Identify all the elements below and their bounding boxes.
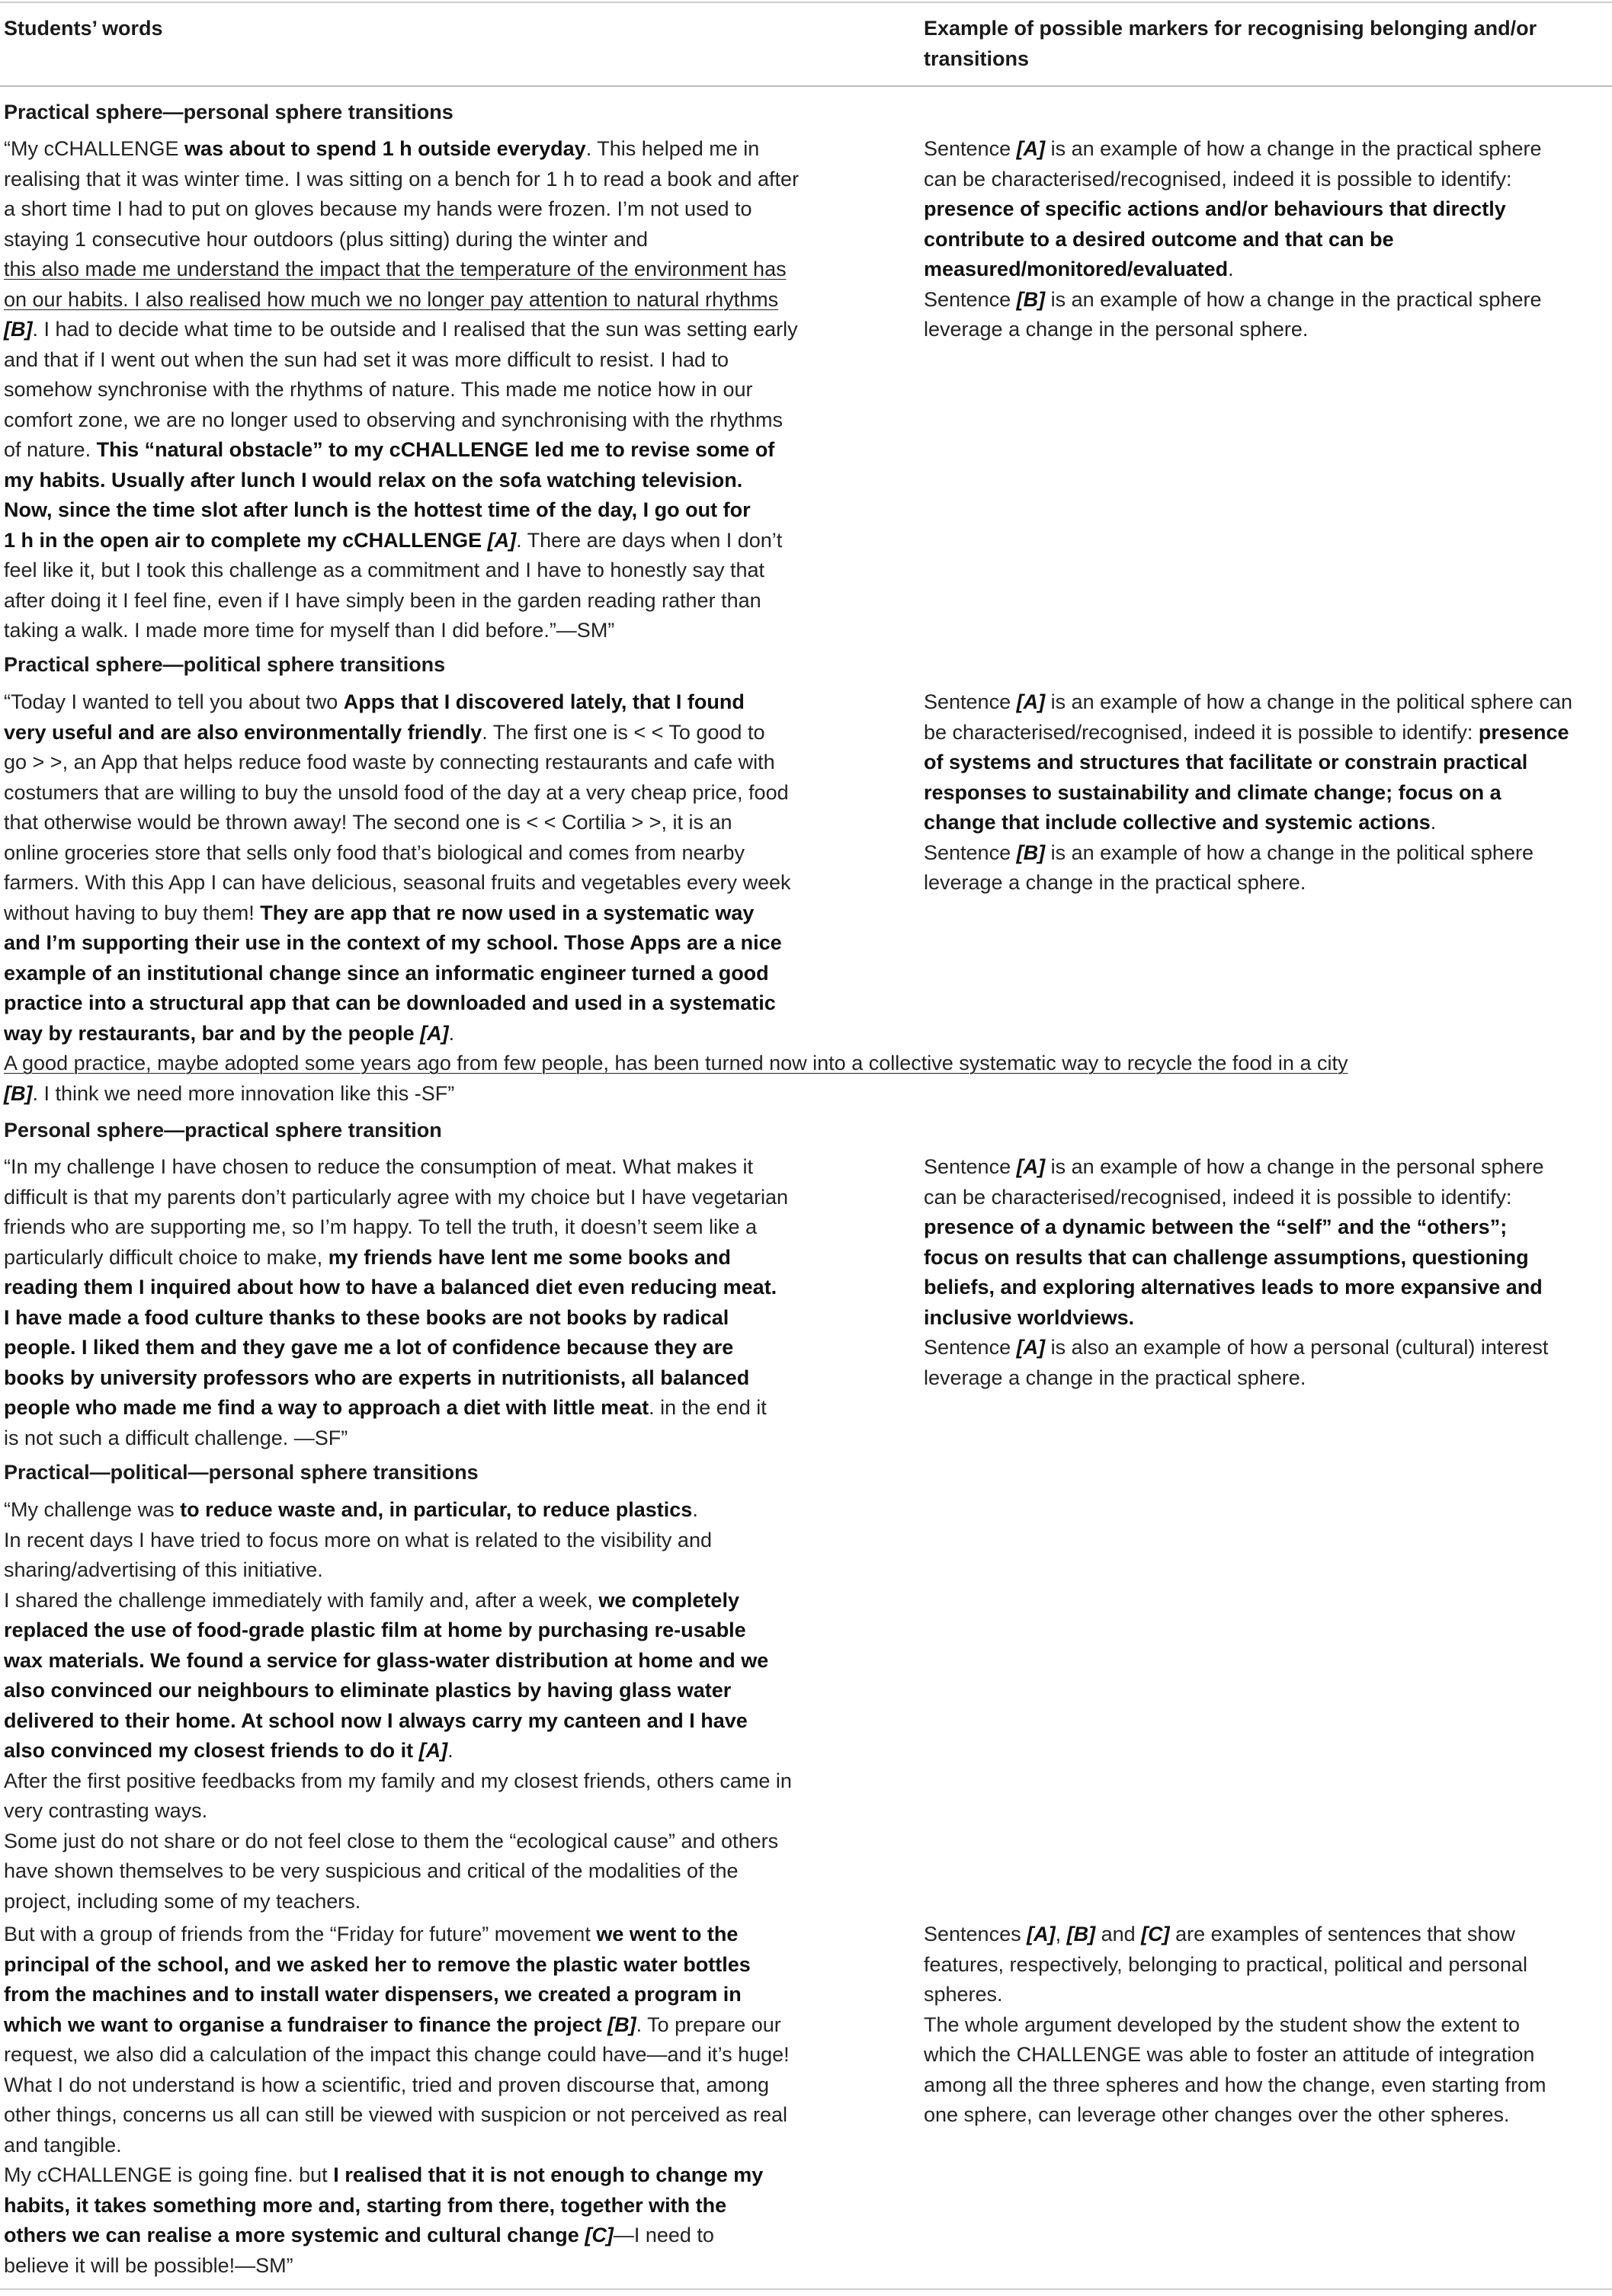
table-bottom-rule — [0, 2288, 1612, 2290]
marker-note-personal-practical: Sentence [A] is an example of how a change in the personal sphere can be characterised/recognised, indeed it is possible to identify: presence of a dynamic between the “self” and the “others”; focus on results that can challenge assumptions, questioning beliefs, and exploring alternatives leads to more expansive and inclusive worldviews. Sentence [A] is also an example of how a personal (cultural) interest leverage a change in the practical sphere. — [924, 1155, 1549, 1389]
section-title-personal-practical: Personal sphere—practical sphere transition — [4, 1119, 442, 1142]
section-title-practical-personal: Practical sphere—personal sphere transitions — [4, 101, 453, 123]
student-quote-practical-political-personal: “My challenge was to reduce waste and, in particular, to reduce plastics. In recent days I have tried to focus more on what is related to the visibility and sharing/advertising of this initiative. I shared the challenge immediately with family and, after a week, we completely replaced the use of food-grade plastic film at home by purchasing re-usable wax materials. We found a service for glass-water distribution at home and we also convinced our neighbours to eliminate plastics by having glass water delivered to their home. At school now I always carry my canteen and I have also convinced my closest friends to do it [A]. After the first positive feedbacks from my family and my closest friends, others came in very contrasting ways. Some just do not share or do not feel close to them the “ecological cause” and others have shown themselves to be very suspicious and critical of the modalities of the project, including some of my teachers. — [4, 1498, 792, 1913]
header-rule — [0, 85, 1612, 87]
student-quote-practical-political-personal-continued: But with a group of friends from the “Friday for future” movement we went to the principal of the school, and we asked her to remove the plastic water bottles from the machines and to install water dispensers, we created a program in which we want to organise a fundraiser to finance the project [B]. To prepare our request, we also did a calculation of the impact this change could have—and it’s huge! What I do not understand is how a scientific, tried and proven discourse that, among other things, concerns us all can still be viewed with suspicion or not perceived as real and tangible. My cCHALLENGE is going fine. but I realised that it is not enough to change my habits, it takes something more and, starting from there, together with the others we can realise a more systemic and cultural change [C]—I need to believe it will be possible!—SM” — [4, 1923, 790, 2277]
table-top-rule — [0, 2, 1612, 3]
marker-note-practical-political: Sentence [A] is an example of how a change in the political sphere can be characterised/recognised, indeed it is possible to identify: presence of systems and structures that facilitate or constrain practical responses to sustainability and climate change; focus on a change that include collective and systemic actions. Sentence [B] is an example of how a change in the political sphere leverage a change in the practical sphere. — [924, 690, 1573, 894]
marker-note-practical-personal: Sentence [A] is an example of how a change in the practical sphere can be characterised/recognised, indeed it is possible to identify: presence of specific actions and/or behaviours that directly contribute to a desired outcome and that can be measured/monitored/evaluated. Sentence [B] is an example of how a change in the practical sphere leverage a change in the personal sphere. — [924, 137, 1542, 341]
column-header-markers: Example of possible markers for recognising belonging and/or transitions — [924, 17, 1537, 70]
section-title-practical-political: Practical sphere—political sphere transitions — [4, 653, 446, 676]
marker-note-practical-political-personal: Sentences [A], [B] and [C] are examples of sentences that show features, respectively, belonging to practical, political and personal spheres. The whole argument developed by the student show the extent to which the CHALLENGE was able to foster an attitude of integration among all the three spheres and how the change, even starting from one sphere, can leverage other changes over the other spheres. — [924, 1923, 1546, 2126]
column-header-students-words: Students’ words — [4, 17, 163, 40]
section-title-practical-political-personal: Practical—political—personal sphere transitions — [4, 1461, 479, 1484]
student-quote-practical-personal: “My cCHALLENGE was about to spend 1 h outside everyday. This helped me in realising that it was winter time. I was sitting on a bench for 1 h to read a book and after a short time I had to put on gloves because my hands were frozen. I’m not used to staying 1 consecutive hour outdoors (plus sitting) during the winter and this also made me understand the impact that the temperature of the environment has on our habits. I also realised how much we no longer pay attention to natural rhythms [B]. I had to decide what time to be outside and I realised that the sun was setting early and that if I went out when the sun had set it was more difficult to resist. I had to somehow synchronise with the rhythms of nature. This made me notice how in our comfort zone, we are no longer used to observing and synchronising with the rhythms of nature. This “natural obstacle” to my cCHALLENGE led me to revise some of my habits. Usually after lunch I would relax on the sofa watching television. Now, since the time slot after lunch is the hottest time of the day, I go out for 1 h in the open air to complete my cCHALLENGE [A]. There are days when I don’t feel like it, but I took this challenge as a commitment and I have to honestly say that after doing it I feel fine, even if I have simply been in the garden reading rather than taking a walk. I made more time for myself than I did before.”—SM” — [4, 137, 800, 642]
student-quote-practical-political: “Today I wanted to tell you about two Apps that I discovered lately, that I found very useful and are also environmentally friendly. The first one is < < To good to go > >, an App that helps reduce food waste by connecting restaurants and cafe with costumers that are willing to buy the unsold food of the day at a very cheap price, food that otherwise would be thrown away! The second one is < < Cortilia > >, it is an online groceries store that sells only food that’s biological and comes from nearby farmers. With this App I can have delicious, seasonal fruits and vegetables every week without having to buy them! They are app that re now used in a systematic way and I’m supporting their use in the context of my school. Those Apps are a nice example of an institutional change since an informatic engineer turned a good practice into a structural app that can be downloaded and used in a systematic way by restaurants, bar and by the people [A]. A good practice, maybe adopted some years ago from few people, has been turned now into a collective systematic way to recycle the food in a city [B]. I think we need more innovation like this -SF” — [4, 690, 1348, 1105]
student-quote-personal-practical: “In my challenge I have chosen to reduce the consumption of meat. What makes it difficult is that my parents don’t particularly agree with my choice but I have vegetarian friends who are supporting me, so I’m happy. To tell the truth, it doesn’t seem like a particularly difficult choice to make, my friends have lent me some books and reading them I inquired about how to have a balanced diet even reducing meat. I have made a food culture thanks to these books are not books by radical people. I liked them and they gave me a lot of confidence because they are books by university professors who are experts in nutritionists, all balanced people who made me find a way to approach a diet with little meat. in the end it is not such a difficult challenge. —SF” — [4, 1155, 789, 1449]
